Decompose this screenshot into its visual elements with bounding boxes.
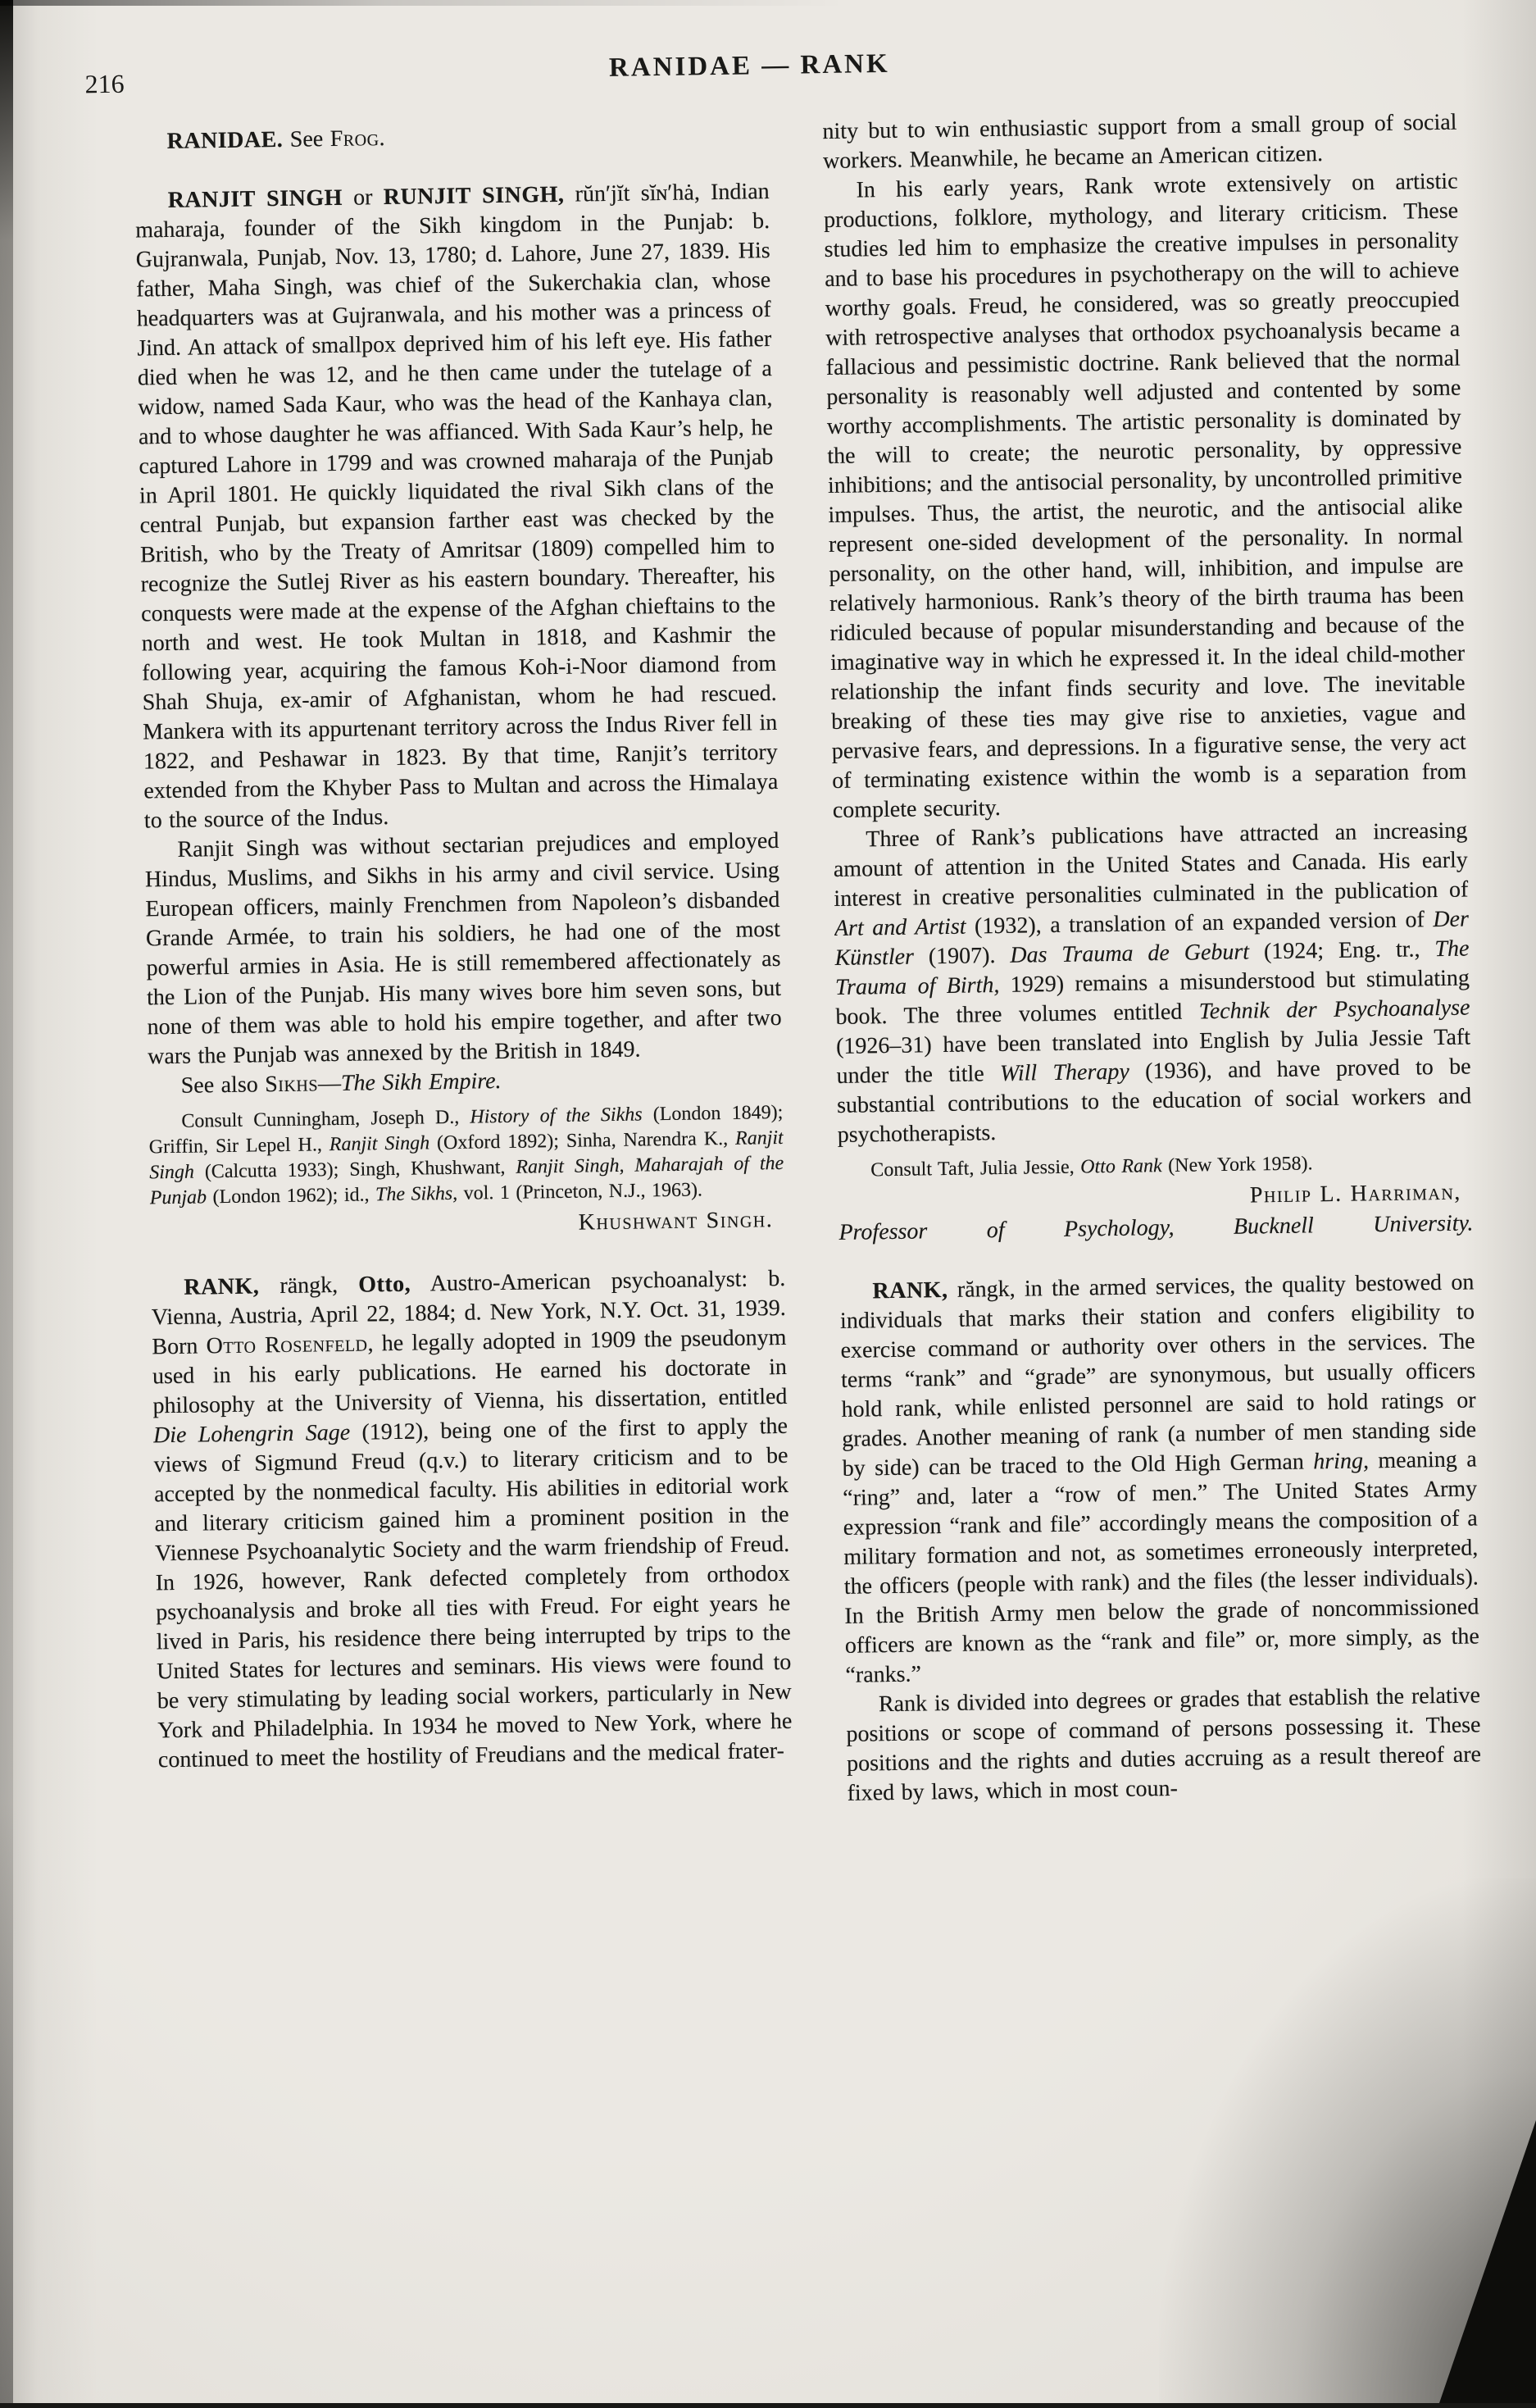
text-run: RANK, <box>184 1273 260 1300</box>
text-run: RANK, <box>872 1277 948 1304</box>
text-run: 1929) remains a misunderstood but stimulating book. The three volumes entitled <box>835 965 1470 1030</box>
page-number: 216 <box>84 68 125 99</box>
text-run: Frog <box>329 125 379 152</box>
text-run: (Oxford 1892); Sinha, Narendra K., <box>429 1127 736 1154</box>
text-run: rŭn′jĭt sĭɴ′hȧ, Indian maharaja, founder of the Sikh kingdom in the Punjab: b. Gujranwala, Punjab, Nov. 13, 1780; d. Lahore, June 27, 1839. His father, Maha Singh, was chief of the Sukerchakia clan, whose headquarters was at Gujranwala, and his mother was a princess of Jind. An attack of smallpox deprived him of his left eye. His father died when he was 12, and he then came under the tutelage of a widow, named Sada Kaur, who was the head of the Kanhaya clan, and to whose daughter he was affianced. With Sada Kaur’s help, he captured Lahore in 1799 and was crowned maharaja of the Punjab in April 1801. He quickly liquidated the rival Sikh clans of the central Punjab, but expansion farther east was checked by the British, who by the Treaty of Amritsar (1809) compelled him to recognize the Sutlej River as his eastern boundary. Thereafter, his conquests were made at the expense of the Afghan chieftains to the north and west. He took Multan in 1818, and Kashmir the following year, acquiring the famous Koh-i-Noor diamond from Shah Shuja, ex-amir of Afghanistan, whom he had rescued. Mankera with its appurtenant territory across the Indus River fell in 1822, and Peshawar in 1823. By that time, Ranjit’s territory extended from the Khyber Pass to Multan and across the Himalaya to the source of the Indus. <box>134 179 779 834</box>
text-run: Sikhs <box>265 1071 319 1098</box>
text-columns <box>134 108 1490 2391</box>
text-run: (London 1849); Griffin, Sir Lepel H., <box>148 1101 784 1158</box>
entry-ranidae <box>134 118 768 157</box>
text-run: Otto Rosenfeld <box>206 1331 368 1359</box>
text-run: The Sikhs, <box>375 1182 458 1206</box>
text-run: RANIDAE. <box>166 126 284 154</box>
text-run: The Trauma of Birth, <box>834 935 1470 1000</box>
text-run: RANJIT SINGH <box>167 184 343 213</box>
text-run: Austro-American psychoanalyst: b. Vienna, Austria, April 22, 1884; d. New York, N.Y. Oct. 31, 1939. Born <box>151 1265 787 1360</box>
paragraph <box>846 1681 1482 1808</box>
text-run: (1936), and have proved to be substantial contributions to the education of social workers and psychotherapists. <box>836 1054 1472 1148</box>
text-run: Otto, <box>358 1271 411 1298</box>
text-run: Philip L. Harriman, <box>1249 1179 1462 1209</box>
text-run: See also <box>180 1072 266 1099</box>
text-run: rängk, <box>259 1272 359 1300</box>
text-run: hring, <box>1313 1448 1370 1475</box>
bibliography <box>148 1100 784 1211</box>
text-run: (1912), being one of the first to apply the views of Sigmund Freud (q.v.) to literary criticism and to be accepted by the nonmedical faculty. His abilities in editorial work and literary criticism gained him a prominent position in the Viennese Psychoanalytic Society and the warm friendship of Freud. In 1926, however, Rank defected completely from orthodox psychoanalysis and broke all ties with Freud. For eight years he lived in Paris, his residence there being interrupted by trips to the United States for lectures and seminars. His views were found to be very stimulating by leading social workers, particularly in New York and Philadelphia. In 1934 he moved to New York, where he continued to meet the hostility of Freudians and the medical frater- <box>153 1413 793 1773</box>
right-column <box>822 108 1490 2380</box>
text-run: In his early years, Rank wrote extensively on artistic productions, folklore, mythology, and literary criticism. These studies led him to emphasize the creative impulses in personality and to base his procedures in psychotherapy on the will to achieve worthy goals. Freud, he considered, was so greatly preoccupied with retrospective analyses that orthodox psychoanalysis became a fallacious and pessimistic doctrine. Rank believed that the normal personality is reasonably well adjusted and contented by some worthy accomplishments. The artistic personality is dominated by the will to create; the neurotic personality, by oppressive inhibitions; and the antisocial personality, by uncontrolled primitive impulses. Thus, the artist, the neurotic, and the antisocial alike represent one-sided development of the personality. In normal personality, on the other hand, will, inhibition, and impulse are relatively harmonious. Rank’s theory of the birth trauma has been ridiculed because of popular misunderstanding and because of the imaginative way in which he expressed it. In the ideal child-mother relationship the infant finds security and love. The inevitable breaking of these ties may give rise to anxieties, vague and pervasive fears, and depressions. In a figurative sense, the very act of terminating existence within the womb is a separation from complete security. <box>823 168 1467 823</box>
entry-ranjit-singh <box>134 177 779 835</box>
left-column <box>134 118 802 2390</box>
text-run: vol. 1 (Princeton, N.J., 1963). <box>457 1179 703 1204</box>
text-run: meaning a “ring” and, later a “row of men.” The United States Army expression “rank and file” accordingly means the composition of a military formation and not, as sometimes erroneously interpreted, the officers (people with rank) and the files (the lesser individuals). In the British Army men below the grade of noncommissioned officers are known as the “rank and file” or, more simply, as the “ranks.” <box>843 1446 1480 1688</box>
signature-khushwant-singh <box>150 1205 784 1244</box>
text-run: RUNJIT SINGH, <box>383 181 565 211</box>
text-run: Art and Artist <box>834 913 966 941</box>
text-run: Khushwant Singh. <box>578 1207 774 1236</box>
text-run: (1926–31) have been translated into English by Julia Jessie Taft under the title <box>835 1024 1471 1089</box>
text-run: Die Lohengrin Sage <box>152 1419 351 1449</box>
text-run: (London 1962); id., <box>206 1184 376 1209</box>
text-run: — <box>317 1070 342 1097</box>
text-run: Three of Rank’s publications have attracted an increasing amount of attention in the United States and Canada. His early interest in creative personalities culminated in the publication of <box>833 817 1469 912</box>
paragraph <box>833 816 1472 1149</box>
text-run: (Calcutta 1933); Singh, Khushwant, <box>193 1156 516 1183</box>
text-run: . <box>379 125 385 152</box>
paragraph <box>823 167 1467 826</box>
text-run: nity but to win enthusiastic support from a small group of social workers. Meanwhile, he became an American citizen. <box>822 109 1457 175</box>
text-run: Ranjit Singh, Maharajah of the Punjab <box>149 1152 784 1209</box>
text-run: Consult Cunningham, Joseph D., <box>181 1106 470 1132</box>
text-run: or <box>342 184 384 211</box>
text-run: Ranjit Singh <box>149 1127 784 1184</box>
entry-rank-military <box>839 1268 1479 1690</box>
text-run: Ranjit Singh <box>329 1132 430 1156</box>
text-run: Der Künstler <box>834 906 1470 971</box>
text-run: Professor of Psychology, Bucknell University. <box>838 1210 1474 1245</box>
text-run: The Sikh Empire. <box>340 1068 502 1096</box>
paragraph <box>144 826 782 1072</box>
running-head: RANIDAE — RANK <box>608 48 890 83</box>
text-run: (1907). <box>913 942 1011 970</box>
text-run: Das Trauma de Geburt <box>1010 939 1250 968</box>
text-run: (New York 1958). <box>1161 1153 1313 1177</box>
text-run: Rank is divided into degrees or grades that establish the relative positions or scope of command of persons possessing it. These positions and the rights and duties accruing as a result thereof are fixed by laws, which in most coun- <box>846 1682 1482 1806</box>
text-run: See <box>283 125 330 152</box>
text-run: History of the Sikhs <box>470 1104 643 1128</box>
text-run: Ranjit Singh was without sectarian prejudices and employed Hindus, Muslims, and Sikhs in his army and civil service. Using European officers, mainly Frenchmen from Napoleon’s disbanded Grande Armée, to train his soldiers, he had one of the most powerful armies in Asia. He is still remembered affectionately as the Lion of the Punjab. His many wives bore him seven sons, but none of them was able to hold his empire together, and after two wars the Punjab was annexed by the British in 1849. <box>144 827 782 1070</box>
text-run: Will Therapy <box>999 1058 1130 1086</box>
text-run: (1924; Eng. tr., <box>1248 936 1435 965</box>
text-run: răngk, in the armed services, the quality bestowed on individuals that marks their station and confers eligibility to exercise command or authority over others in the services. The terms “rank” and “grade” are synonymous, but usually officers hold rank, while enlisted personnel are said to hold ratings or grades. Another meaning of rank (a number of men standing side by side) can be traced to the Old High German <box>839 1269 1477 1482</box>
text-run: Otto Rank <box>1079 1155 1162 1178</box>
entry-rank-otto <box>151 1264 793 1775</box>
page-header <box>0 39 1518 99</box>
text-run: (1932), a translation of an expanded version of <box>966 907 1434 940</box>
text-run: Technik der Psychoanalyse <box>1198 995 1470 1025</box>
text-run: , he legally adopted in 1909 the pseudonym used in his early publications. He earned his doctorate in philosophy at the University of Vienna, his dissertation, entitled <box>152 1324 788 1419</box>
continuation-paragraph <box>822 108 1457 176</box>
text-run: Consult Taft, Julia Jessie, <box>870 1156 1081 1181</box>
